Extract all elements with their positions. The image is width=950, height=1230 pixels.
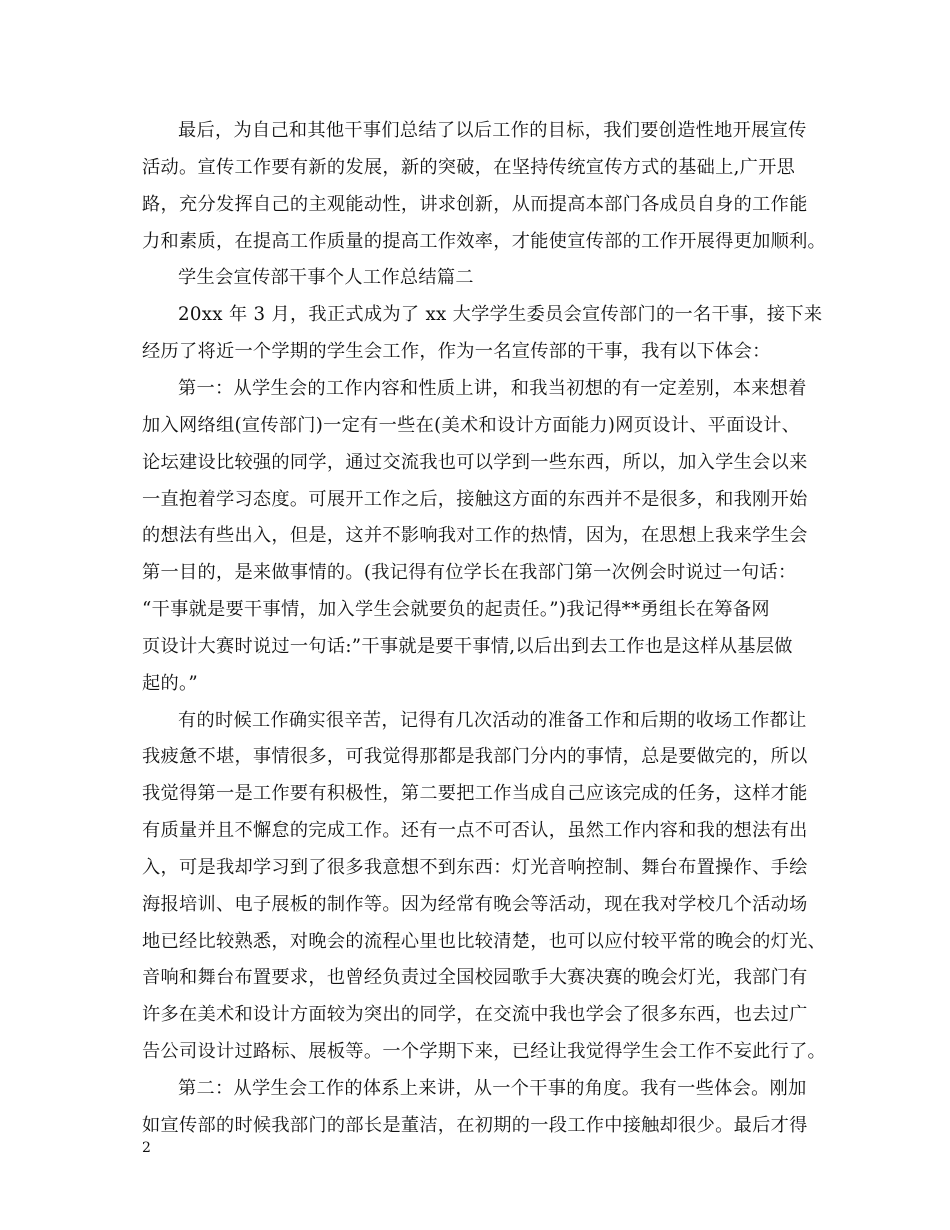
text-line: 20xx 年 3 月，我正式成为了 xx 大学学生委员会宣传部门的一名干事，接下来: [178, 304, 823, 325]
text-line: 路，充分发挥自己的主观能动性，讲求创新，从而提高本部门各成员自身的工作能: [142, 194, 808, 215]
text-line: 最后，为自己和其他干事们总结了以后工作的目标，我们要创造性地开展宣传: [178, 120, 807, 141]
text-line: 页设计大赛时说过一句话:”干事就是要干事情,以后出到去工作也是这样从基层做: [142, 636, 793, 657]
text-line: 告公司设计过路标、展板等。一个学期下来，已经让我觉得学生会工作不妄此行了。: [142, 1041, 827, 1062]
section-heading: 学生会宣传部干事个人工作总结篇二: [178, 267, 474, 288]
text-line: 力和素质，在提高工作质量的提高工作效率，才能使宣传部的工作开展得更加顺利。: [142, 231, 827, 252]
text-line: 我觉得第一是工作要有积极性，第二要把工作当成自己应该完成的任务，这样才能: [142, 783, 808, 804]
text-line: 加入网络组(宣传部门)一定有一些在(美术和设计方面能力)网页设计、平面设计、: [142, 415, 801, 436]
text-line: 入，可是我却学习到了很多我意想不到东西：灯光音响控制、舞台布置操作、手绘: [142, 857, 808, 878]
text-line: 经历了将近一个学期的学生会工作，作为一名宣传部的干事，我有以下体会：: [142, 341, 771, 362]
text-line: 海报培训、电子展板的制作等。因为经常有晚会等活动，现在我对学校几个活动场: [142, 894, 808, 915]
page-number: 2: [142, 1140, 151, 1156]
text-line: 许多在美术和设计方面较为突出的同学，在交流中我也学会了很多东西，也去过广: [142, 1004, 808, 1025]
text-line: 地已经比较熟悉，对晚会的流程心里也比较清楚，也可以应付较平常的晚会的灯光、: [142, 931, 827, 952]
text-line: 的想法有些出入，但是，这并不影响我对工作的热情，因为，在思想上我来学生会: [142, 525, 808, 546]
text-line: “干事就是要干事情，加入学生会就要负的起责任。”)我记得**勇组长在筹备网: [142, 599, 770, 620]
text-line: 我疲惫不堪，事情很多，可我觉得那都是我部门分内的事情，总是要做完的，所以: [142, 746, 808, 767]
text-line: 活动。宣传工作要有新的发展，新的突破，在坚持传统宣传方式的基础上,广开思: [142, 157, 796, 178]
text-line: 第一目的，是来做事情的。(我记得有位学长在我部门第一次例会时说过一句话：: [142, 562, 797, 583]
text-line: 如宣传部的时候我部门的部长是董洁，在初期的一段工作中接触却很少。最后才得: [142, 1115, 808, 1136]
text-line: 一直抱着学习态度。可展开工作之后，接触这方面的东西并不是很多，和我刚开始: [142, 489, 808, 510]
text-line: 有的时候工作确实很辛苦，记得有几次活动的准备工作和后期的收场工作都让: [178, 710, 807, 731]
text-line: 第一：从学生会的工作内容和性质上讲，和我当初想的有一定差别，本来想着: [178, 378, 807, 399]
text-line: 起的。”: [142, 673, 198, 694]
text-line: 有质量并且不懈怠的完成工作。还有一点不可否认，虽然工作内容和我的想法有出: [142, 820, 808, 841]
text-line: 论坛建设比较强的同学，通过交流我也可以学到一些东西，所以，加入学生会以来: [142, 452, 808, 473]
text-line: 第二：从学生会工作的体系上来讲，从一个干事的角度。我有一些体会。刚加: [178, 1078, 807, 1099]
text-line: 音响和舞台布置要求，也曾经负责过全国校园歌手大赛决赛的晚会灯光，我部门有: [142, 967, 808, 988]
